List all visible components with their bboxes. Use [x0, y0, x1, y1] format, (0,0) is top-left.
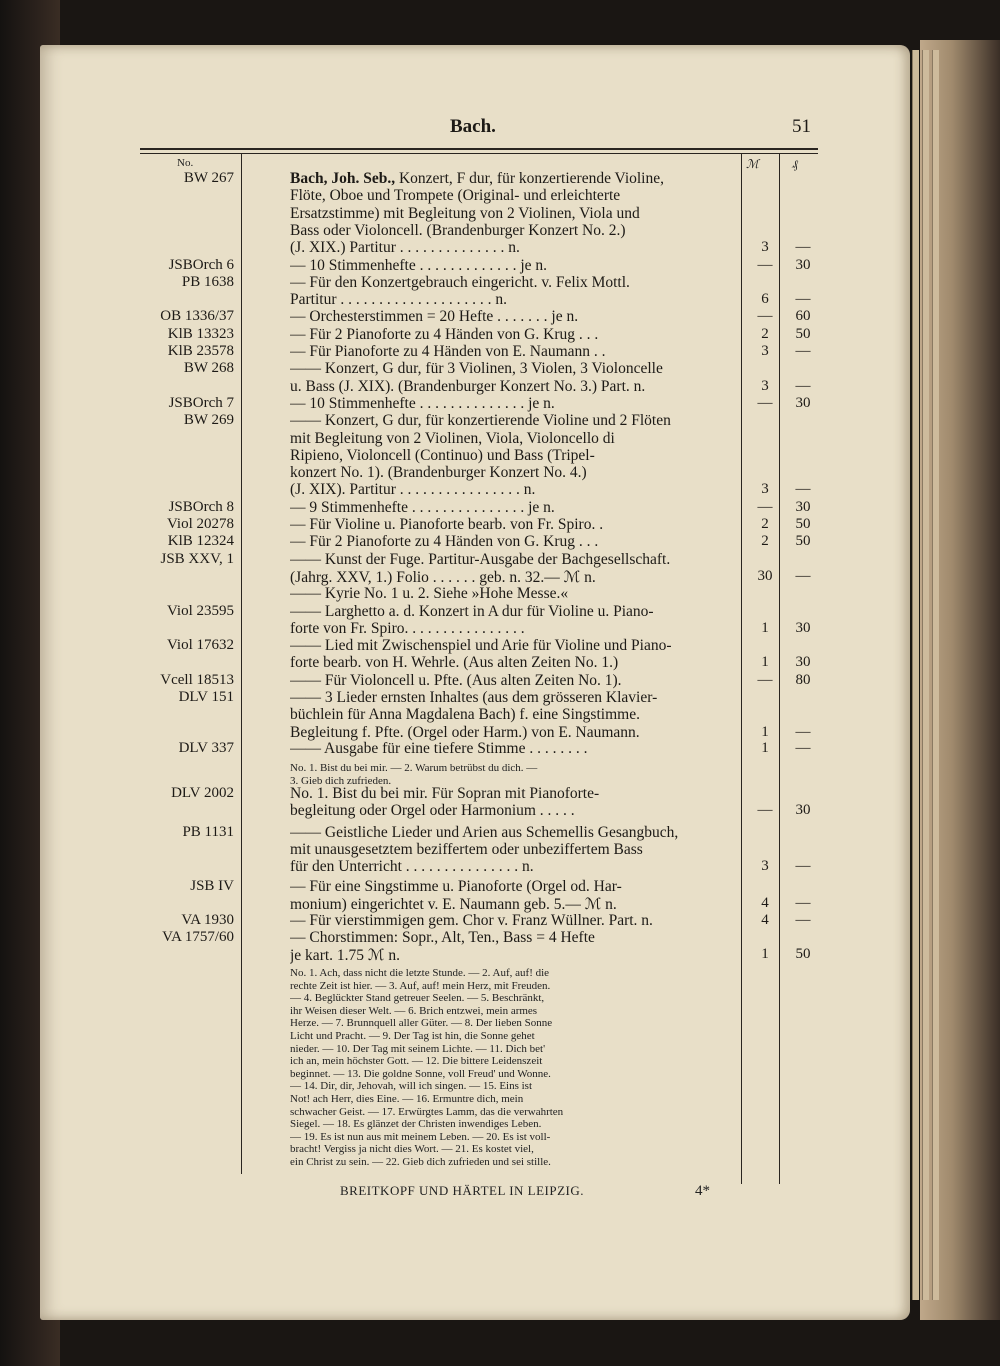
entry-row	[140, 672, 820, 691]
entry-body: Ersatzstimme) mit Begleitung von 2 Violinen, Viola und	[290, 204, 640, 222]
entry-body: — Für den Konzertgebrauch eingericht. v. Felix Mottl.	[290, 273, 630, 291]
entry-number: OB 1336/37	[160, 308, 234, 325]
entry-body: — Für 2 Pianoforte zu 4 Händen von G. Krug . . .	[290, 533, 599, 551]
entry-number: PB 1131	[182, 824, 234, 840]
entry-number: JSBOrch 7	[168, 394, 234, 411]
entry-number: VA 1757/60	[162, 929, 234, 945]
price-pfennig: 50	[795, 533, 811, 550]
entry-body: monium) eingerichtet v. E. Naumann geb. 5.— ℳ n.	[290, 896, 617, 913]
entry-number: DLV 2002	[171, 785, 234, 801]
entry-row	[140, 946, 820, 965]
entry-text	[290, 929, 738, 947]
entry-body: — 10 Stimmenhefte . . . . . . . . . . . . . je n.	[290, 256, 548, 274]
entry-text	[290, 360, 738, 378]
entry-body: (J. XIX). Partitur . . . . . . . . . . . . . . . . n.	[290, 481, 536, 499]
entry-row	[140, 858, 820, 877]
entry-number: BW 269	[183, 412, 234, 429]
entry-text	[290, 585, 738, 603]
entry-row	[140, 551, 820, 570]
entry-row	[140, 481, 820, 500]
entry-dash: ——	[290, 689, 325, 706]
entry-number: VA 1930	[181, 912, 234, 928]
price-mark: 1	[761, 654, 769, 671]
entry-row	[140, 222, 820, 241]
column-label-number: No.	[177, 157, 194, 169]
entry-text	[290, 274, 738, 292]
entry-text	[290, 802, 738, 820]
entry-text	[290, 378, 738, 396]
entry-body: mit unausgesetztem beziffertem oder unbeziffertem Bass	[290, 841, 643, 858]
entry-body: u. Bass (J. XIX). (Brandenburger Konzert No. 3.) Part. n.	[290, 377, 646, 395]
entry-row	[140, 430, 820, 449]
price-mark: 3	[761, 377, 769, 394]
entry-row	[140, 464, 820, 483]
entry-body: — Für Violine u. Pianoforte bearb. von Fr. Spiro. .	[290, 516, 604, 533]
price-pfennig: 60	[795, 308, 811, 325]
price-pfennig: —	[795, 858, 811, 874]
page-edge	[922, 50, 929, 1300]
price-mark: 4	[761, 895, 769, 911]
price-pfennig: —	[795, 291, 811, 308]
page-number: 51	[792, 116, 811, 137]
price-mark: —	[757, 308, 773, 325]
entry-row	[140, 585, 820, 604]
note-line: Siegel. — 18. Es glänzet der Christen inwendiges Leben.	[290, 1118, 542, 1131]
entry-body: Konzert, G dur, für 3 Violinen, 3 Violen, 3 Violoncelle	[324, 360, 663, 378]
note-line: rechte Zeit ist hier. — 3. Auf, auf! mein Herz, mit Freuden.	[290, 979, 551, 992]
note-line: — 14. Dir, dir, Jehovah, will ich singen. — 15. Eins ist	[290, 1080, 533, 1093]
price-pfennig: 30	[795, 619, 811, 636]
entry-row	[140, 499, 820, 518]
entry-number: Vcell 18513	[160, 671, 234, 688]
entry-number: KlB 12324	[167, 533, 234, 550]
price-pfennig: —	[795, 343, 811, 359]
entry-body: Bach, Joh. Seb., Konzert, F dur, für konzertierende Violine,	[290, 170, 664, 187]
entry-row	[140, 412, 820, 431]
price-mark: 3	[761, 239, 769, 256]
price-mark: —	[757, 802, 773, 818]
entry-row	[140, 516, 820, 535]
running-head-title: Bach.	[450, 116, 496, 137]
entry-dash: ——	[290, 637, 325, 655]
entry-text	[290, 841, 738, 859]
note-line: ich an, mein höchster Gott. — 12. Die bittere Leidenszeit	[290, 1055, 543, 1068]
entry-row	[140, 654, 820, 673]
price-mark: —	[757, 671, 773, 688]
price-mark: 3	[761, 343, 769, 359]
price-pfennig: 30	[795, 498, 811, 515]
price-pfennig: 80	[795, 671, 811, 688]
entry-text	[290, 620, 738, 638]
entry-body: — 10 Stimmenhefte . . . . . . . . . . . . . . je n.	[290, 394, 555, 412]
entry-text	[290, 395, 738, 413]
signature-mark: 4*	[695, 1183, 710, 1199]
entry-body: für den Unterricht . . . . . . . . . . . . . . . n.	[290, 858, 534, 875]
price-pfennig: 30	[795, 802, 811, 818]
entry-number: PB 1638	[181, 273, 234, 290]
entry-text	[290, 516, 738, 534]
entry-text	[290, 672, 738, 690]
price-mark: 4	[761, 912, 769, 928]
price-pfennig: 30	[795, 394, 811, 411]
entry-body: (J. XIX.) Partitur . . . . . . . . . . . . . . n.	[290, 239, 520, 257]
note-line: Not! ach Herr, dies Eine. — 16. Ermuntre dich, mein	[290, 1093, 524, 1105]
entry-row	[140, 689, 820, 708]
entry-text	[290, 187, 738, 205]
entry-body: Bass oder Violoncell. (Brandenburger Konzert No. 2.)	[290, 221, 626, 239]
entry-row	[140, 568, 820, 587]
price-pfennig: —	[795, 740, 811, 756]
entry-row	[140, 239, 820, 258]
entry-body: forte bearb. von H. Wehrle. (Aus alten Zeiten No. 1.)	[290, 654, 619, 672]
entry-text	[290, 326, 738, 344]
page-edge	[912, 50, 919, 1300]
entry-row	[140, 187, 820, 206]
entry-number: KlB 13323	[167, 325, 234, 342]
entry-text	[290, 343, 738, 361]
entry-body: Flöte, Oboe und Trompete (Original- und erleichterte	[290, 187, 621, 205]
entry-row	[140, 343, 820, 362]
entry-dash: ——	[290, 412, 325, 430]
entry-number: Viol 17632	[166, 637, 234, 654]
entry-body: Kunst der Fuge. Partitur-Ausgabe der Bachgesellschaft.	[324, 550, 671, 568]
entry-row	[140, 257, 820, 276]
entry-body: Ripieno, Violoncell (Continuo) und Bass (Tripel-	[290, 446, 595, 464]
entry-body: — Chorstimmen: Sopr., Alt, Ten., Bass = 4 Hefte	[290, 929, 595, 946]
entry-body: mit Begleitung von 2 Violinen, Viola, Violoncello di	[290, 429, 615, 447]
entry-row	[140, 274, 820, 293]
entry-body: — Orchesterstimmen = 20 Hefte . . . . . . . je n.	[290, 308, 579, 326]
entry-text	[290, 412, 738, 430]
entry-body: —— Für Violoncell u. Pfte. (Aus alten Zeiten No. 1).	[290, 671, 622, 689]
price-mark: 3	[761, 858, 769, 874]
note-line: Herze. — 7. Brunnquell aller Güter. — 8. Der lieben Sonne	[290, 1017, 553, 1030]
entry-body: Begleitung f. Pfte. (Orgel oder Harm.) von E. Naumann.	[290, 723, 640, 741]
entry-row	[140, 802, 820, 821]
price-mark: 1	[761, 946, 769, 962]
price-pfennig: 30	[795, 256, 811, 273]
note-line: No. 1. Bist du bei mir. — 2. Warum betrübst du dich. —	[290, 762, 538, 774]
entry-text	[290, 205, 738, 223]
entry-number: KlB 23578	[167, 343, 234, 359]
entry-number: DLV 151	[178, 689, 234, 705]
note-line: ihr Weisen dieser Welt. — 6. Brich entzwei, mein armes	[290, 1004, 538, 1017]
price-mark: 2	[761, 325, 769, 342]
entry-row	[140, 360, 820, 379]
price-pfennig: —	[795, 481, 811, 498]
header-rule	[140, 148, 818, 150]
price-pfennig: —	[795, 723, 811, 740]
note-line: bracht! Vergiss ja nicht dies Wort. — 21. Es kostet viel,	[290, 1143, 534, 1156]
entry-number: BW 268	[183, 360, 234, 377]
entry-dash: ——	[290, 585, 325, 603]
entry-body: büchlein für Anna Magdalena Bach) f. eine Singstimme.	[290, 706, 640, 724]
entry-body: Lied mit Zwischenspiel und Arie für Violine und Piano-	[324, 637, 672, 655]
entry-number: DLV 337	[178, 740, 234, 756]
price-pfennig: 30	[795, 654, 811, 671]
note-line: Licht und Pracht. — 9. Der Tag ist hin, die Sonne gehet	[290, 1030, 535, 1042]
entry-body: konzert No. 1). (Brandenburger Konzert No. 4.)	[290, 464, 587, 482]
price-pfennig: —	[795, 912, 811, 928]
entry-number: JSB XXV, 1	[160, 550, 234, 567]
entry-text	[290, 689, 738, 707]
entry-text	[290, 637, 738, 655]
entry-row	[140, 308, 820, 327]
price-pfennig: —	[795, 567, 811, 584]
entry-row	[140, 447, 820, 466]
composer-name: Bach, Joh. Seb.,	[290, 170, 396, 187]
price-mark: 6	[761, 291, 769, 308]
entry-text	[290, 308, 738, 326]
entry-text	[290, 464, 738, 482]
entry-text	[290, 878, 738, 896]
entry-body: (Jahrg. XXV, 1.) Folio . . . . . . geb. n. 32.— ℳ n.	[290, 568, 596, 586]
entry-text	[290, 824, 738, 842]
entry-text	[290, 222, 738, 240]
price-mark: 3	[761, 481, 769, 498]
entry-text	[290, 654, 738, 672]
entry-dash: ——	[290, 550, 325, 568]
price-mark: 1	[761, 723, 769, 740]
price-mark: 2	[761, 533, 769, 550]
entry-body: No. 1. Bist du bei mir. Für Sopran mit Pianoforte-	[290, 785, 600, 802]
price-pfennig: 50	[795, 516, 811, 532]
entry-number: JSBOrch 6	[168, 256, 234, 273]
entry-row	[140, 395, 820, 414]
entry-body: —— Ausgabe für eine tiefere Stimme . . . . . . . .	[290, 740, 588, 757]
entry-text	[290, 291, 738, 309]
price-mark: 2	[761, 516, 769, 532]
entry-row	[140, 291, 820, 310]
price-mark: 30	[757, 567, 773, 584]
price-mark: —	[757, 394, 773, 411]
entry-row	[140, 620, 820, 639]
entry-text	[290, 257, 738, 275]
note-line: beginnet. — 13. Die goldne Sonne, voll Freud' und Wonne.	[290, 1067, 551, 1080]
entry-text	[290, 785, 738, 803]
entry-text	[290, 447, 738, 465]
column-label-mark: ℳ	[746, 157, 759, 171]
entry-body: — Für 2 Pianoforte zu 4 Händen von G. Krug . . .	[290, 325, 599, 343]
entry-dash: ——	[290, 602, 325, 620]
entry-text	[290, 706, 738, 724]
entry-text	[290, 568, 738, 587]
entry-row	[140, 170, 820, 189]
entry-text	[290, 239, 738, 257]
entry-body: Kyrie No. 1 u. 2. Siehe »Hohe Messe.«	[324, 585, 569, 603]
entry-body: je kart. 1.75 ℳ n.	[290, 947, 400, 964]
entry-body: forte von Fr. Spiro. . . . . . . . . . . . . . . .	[290, 619, 525, 637]
entry-text	[290, 533, 738, 551]
entry-number: JSB IV	[190, 878, 234, 894]
entry-number: JSBOrch 8	[168, 498, 234, 515]
page-edge	[932, 50, 939, 1300]
entry-body: — Für Pianoforte zu 4 Händen von E. Naumann . .	[290, 343, 606, 360]
note-line: 3. Gieb dich zufrieden.	[290, 774, 392, 787]
entry-text	[290, 740, 738, 758]
note-line: nieder. — 10. Der Tag mit seinem Lichte. — 11. Dich bet'	[290, 1042, 546, 1055]
column-label-pfennig: ₰	[792, 157, 798, 171]
entry-row	[140, 378, 820, 397]
price-pfennig: 50	[795, 325, 811, 342]
entry-row	[140, 706, 820, 725]
price-pfennig: —	[795, 239, 811, 256]
entry-body: 3 Lieder ernsten Inhaltes (aus dem grösseren Klavier-	[324, 689, 658, 706]
entry-row	[140, 740, 820, 759]
note-line: No. 1. Ach, dass nicht die letzte Stunde. — 2. Auf, auf! die	[290, 967, 550, 979]
note-line: schwacher Geist. — 17. Erwürgtes Lamm, das die verwahrten	[290, 1105, 564, 1118]
entry-body: Geistliche Lieder und Arien aus Schemellis Gesangbuch,	[324, 824, 679, 841]
entry-body: — Für vierstimmigen gem. Chor v. Franz Wüllner. Part. n.	[290, 912, 653, 929]
entry-text	[290, 551, 738, 569]
note-line: ein Christ zu sein. — 22. Gieb dich zufrieden und sei stille.	[290, 1156, 551, 1168]
entry-text	[290, 603, 738, 621]
entry-body: Partitur . . . . . . . . . . . . . . . . . . . . n.	[290, 291, 507, 309]
entry-text	[290, 499, 738, 517]
publisher-imprint: BREITKOPF UND HÄRTEL IN LEIPZIG.	[340, 1183, 585, 1198]
price-mark: —	[757, 256, 773, 273]
entry-body: Konzert, G dur, für konzertierende Violine und 2 Flöten	[324, 412, 671, 430]
entry-number: Viol 20278	[166, 516, 234, 532]
entry-row	[140, 637, 820, 656]
entry-body: — Für eine Singstimme u. Pianoforte (Orgel od. Har-	[290, 878, 622, 895]
price-mark: —	[757, 498, 773, 515]
entry-text	[290, 481, 738, 499]
entry-number: BW 267	[183, 170, 234, 186]
price-mark: 1	[761, 619, 769, 636]
entry-body: — 9 Stimmenhefte . . . . . . . . . . . . . . . je n.	[290, 498, 555, 516]
entry-text	[290, 724, 738, 742]
entry-row	[140, 205, 820, 224]
entry-text	[290, 912, 738, 930]
entry-dash: ——	[290, 824, 325, 841]
price-pfennig: 50	[795, 946, 811, 962]
entry-row	[140, 533, 820, 552]
entry-body: Larghetto a. d. Konzert in A dur für Violine u. Piano-	[324, 602, 654, 620]
entry-text	[290, 430, 738, 448]
price-pfennig: —	[795, 377, 811, 394]
note-line: — 19. Es ist nun aus mit meinem Leben. — 20. Es ist voll-	[290, 1130, 551, 1143]
entry-text	[290, 858, 738, 876]
entry-body: begleitung oder Orgel oder Harmonium . . . . .	[290, 802, 575, 819]
entry-text	[290, 170, 738, 188]
entry-row	[140, 603, 820, 622]
entry-row	[140, 326, 820, 345]
note-line: — 4. Beglückter Stand getreuer Seelen. — 5. Beschränkt,	[290, 992, 545, 1005]
entry-text	[290, 946, 738, 965]
entry-dash: ——	[290, 360, 325, 378]
price-pfennig: —	[795, 895, 811, 911]
entry-number: Viol 23595	[166, 602, 234, 619]
price-mark: 1	[761, 740, 769, 756]
